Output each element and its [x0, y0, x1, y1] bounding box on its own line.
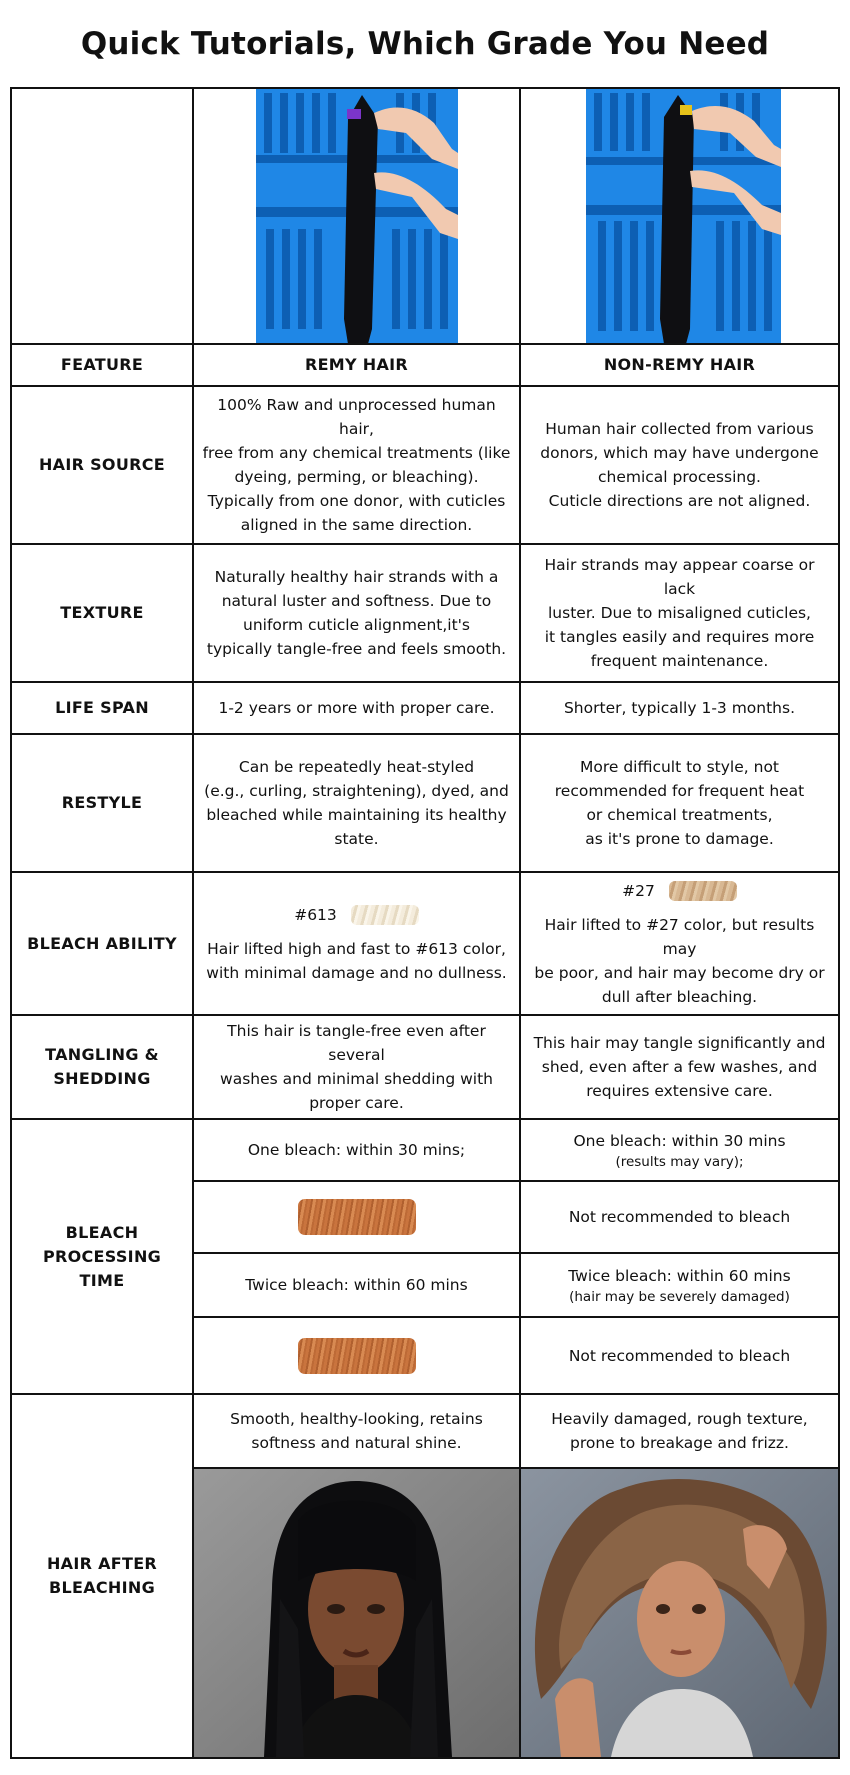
non-remy-bleach-description: Hair lifted to #27 color, but results may be poor, and hair may become dry or dull after bleaching. [534, 915, 825, 1006]
non-remy-twice-bleach-note: (hair may be severely damaged) [569, 1289, 790, 1305]
remy-color-code: #613 [294, 905, 337, 924]
non-remy-after-bleach-photo [521, 1469, 838, 1757]
copper-hair-sample-swatch [298, 1199, 416, 1235]
remy-one-bleach: One bleach: within 30 mins; [247, 1141, 466, 1159]
sub-row-divider [192, 1467, 840, 1469]
non-remy-after-bleaching: Heavily damaged, rough texture, prone to breakage and frizz. [551, 1410, 808, 1452]
remy-tangling-shedding: This hair is tangle-free even after several washes and minimal shedding with proper care. [220, 1022, 493, 1112]
remy-bleach-ability [194, 873, 519, 1014]
copper-hair-sample-swatch [298, 1338, 416, 1374]
page-title: Quick Tutorials, Which Grade You Need [80, 26, 770, 62]
blonde-613-swatch [351, 905, 419, 925]
non-remy-twice-bleach-text: Twice bleach: within 60 mins [568, 1267, 791, 1285]
remy-hair-source: 100% Raw and unprocessed human hair, free from any chemical treatments (like dyeing, perming, or bleaching). Typically from one donor, with cuticles aligned in the same direction. [202, 396, 511, 534]
non-remy-twice-bleach-result: Not recommended to bleach [568, 1346, 791, 1365]
non-remy-color-swatch-row [622, 879, 737, 903]
non-remy-color-code: #27 [622, 881, 655, 900]
table-border-right [838, 87, 840, 1759]
row-label-hair-source: HAIR SOURCE [38, 455, 166, 474]
non-remy-twice-bleach [521, 1254, 838, 1316]
row-label-tangling-shedding: TANGLING & SHEDDING [45, 1045, 159, 1088]
damaged-hair-model-image [521, 1469, 838, 1757]
row-label-hair-after-bleaching: HAIR AFTER BLEACHING [46, 1554, 158, 1597]
remy-bundle-image [256, 89, 458, 344]
remy-restyle: Can be repeatedly heat-styled (e.g., curling, straightening), dyed, and bleached while maintaining its healthy state. [204, 758, 509, 848]
row-label-texture: TEXTURE [60, 603, 144, 622]
honey-27-swatch [669, 881, 737, 901]
non-remy-bundle-image [586, 89, 781, 344]
non-remy-bleach-ability [521, 873, 838, 1014]
table-border-top [10, 87, 840, 89]
remy-one-bleach-result [194, 1182, 519, 1252]
non-remy-restyle: More difficult to style, not recommended for frequent heat or chemical treatments, as it's prone to damage. [554, 758, 805, 848]
non-remy-bundle-photo [586, 89, 781, 344]
non-remy-one-bleach-result: Not recommended to bleach [568, 1208, 791, 1226]
row-label-bleach-processing-time: BLEACH PROCESSING TIME [42, 1222, 162, 1290]
non-remy-one-bleach-note: (results may vary); [615, 1154, 744, 1170]
non-remy-tangling-shedding: This hair may tangle significantly and shed, even after a few washes, and requires extensive care. [533, 1034, 826, 1100]
remy-twice-bleach-result [194, 1318, 519, 1393]
header-remy-hair: REMY HAIR [304, 355, 409, 374]
healthy-hair-model-image [194, 1469, 519, 1757]
header-non-remy-hair: NON-REMY HAIR [603, 355, 756, 374]
table-border-bottom [10, 1757, 840, 1759]
remy-life-span: 1-2 years or more with proper care. [218, 699, 495, 717]
remy-texture: Naturally healthy hair strands with a natural luster and softness. Due to uniform cuticle alignment,it's typically tangle-free and feels smooth. [206, 568, 507, 658]
non-remy-life-span: Shorter, typically 1-3 months. [563, 699, 796, 717]
remy-bundle-photo [256, 89, 458, 344]
remy-after-bleaching: Smooth, healthy-looking, retains softness and natural shine. [230, 1410, 483, 1452]
row-label-restyle: RESTYLE [61, 793, 143, 812]
header-feature: FEATURE [60, 355, 144, 374]
non-remy-one-bleach [521, 1120, 838, 1180]
remy-twice-bleach: Twice bleach: within 60 mins [245, 1276, 468, 1294]
row-label-life-span: LIFE SPAN [55, 698, 149, 717]
non-remy-hair-source: Human hair collected from various donors, which may have undergone chemical processing. Cuticle directions are not aligned. [540, 420, 819, 510]
non-remy-texture: Hair strands may appear coarse or lack luster. Due to misaligned cuticles, it tangles easily and requires more frequent maintenance. [544, 556, 815, 670]
non-remy-one-bleach-text: One bleach: within 30 mins [573, 1132, 786, 1150]
remy-bleach-description: Hair lifted high and fast to #613 color, with minimal damage and no dullness. [206, 939, 507, 982]
remy-color-swatch-row [294, 903, 419, 927]
row-label-bleach-ability: BLEACH ABILITY [27, 933, 177, 953]
remy-after-bleach-photo [194, 1469, 519, 1757]
